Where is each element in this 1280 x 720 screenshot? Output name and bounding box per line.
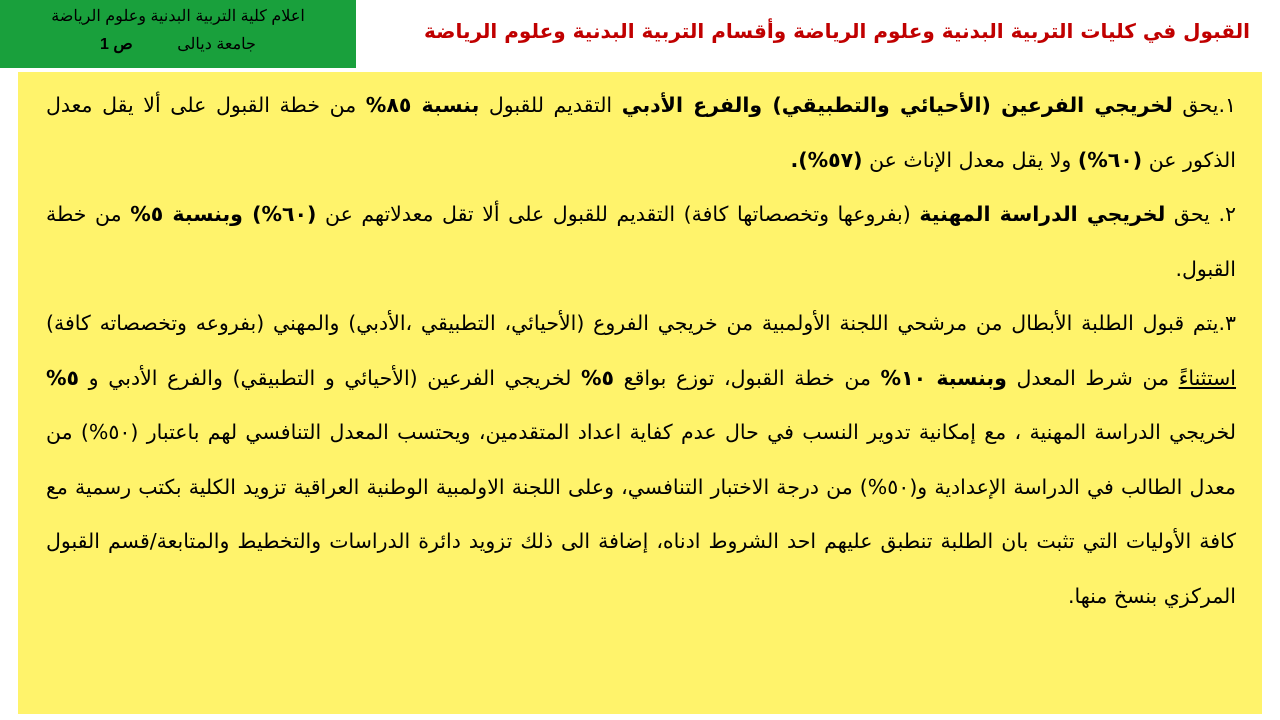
rule-1-text-run: لخريجي الفرعين (الأحيائي والتطبيقي) والفرع الأدبي [621, 93, 1173, 117]
rule-3-text-run: من خطة القبول، توزع بواقع [614, 365, 881, 390]
rule-paragraph-3 [46, 296, 1236, 623]
content-panel [18, 72, 1262, 714]
rule-3-text-run: لخريجي الفرعين (الأحيائي و التطبيقي) والفرع الأدبي و [79, 365, 581, 390]
slide-header [0, 0, 1280, 70]
rule-number-2: ٢. [1218, 202, 1236, 226]
rule-3-text-run: يتم قبول الطلبة الأبطال من مرشحي اللجنة الأولمبية من خريجي الفروع (الأحيائي، التطبيقي ،الأدبي) والمهني (بفروعه وتخصصاته كافة) [46, 311, 1219, 335]
badge-page-number: ص 1 [100, 36, 133, 53]
admission-rules-text [46, 78, 1236, 623]
rule-3-text-run: ٥% [580, 365, 615, 390]
rule-1-text-run: التقديم للقبول [479, 93, 622, 117]
rule-2-text-run: (٦٠%) وبنسبة ٥% [130, 202, 317, 226]
rule-1-text-run: (٦٠%) [1077, 147, 1143, 172]
rule-1-text-run: يحق [1172, 93, 1219, 117]
rule-paragraph-1 [46, 78, 1236, 187]
rule-2-text-run: يحق [1165, 202, 1219, 226]
rule-3-text-run: ٥% [46, 365, 80, 390]
badge-university-name: جامعة ديالى [177, 36, 256, 53]
rule-3-text-run: استثناءً [1178, 365, 1237, 390]
badge-university-line [0, 34, 356, 56]
slide-title: القبول في كليات التربية البدنية وعلوم الرياضة وأقسام التربية البدنية وعلوم الرياضة [424, 19, 1250, 43]
rule-1-text-run: من خطة القبول على ألا يقل معدل الذكور عن [46, 93, 1236, 172]
rule-number-1: ١. [1218, 93, 1236, 117]
rule-2-text-run: لخريجي الدراسة المهنية [919, 202, 1166, 226]
rule-1-text-run: بنسبة ٨٥% [365, 93, 480, 117]
rule-2-text-run: (بفروعها وتخصصاتها كافة) التقديم للقبول على ألا تقل معدلاتهم عن [316, 202, 920, 226]
rule-1-text-run: (٥٧%). [790, 147, 863, 172]
rule-paragraph-2 [46, 187, 1236, 296]
rule-3-text-run: من شرط المعدل [1006, 365, 1179, 390]
rule-3-text-run: وبنسبة ١٠% [880, 365, 1007, 390]
rule-1-text-run: ولا يقل معدل الإناث عن [862, 147, 1078, 172]
college-badge [0, 0, 356, 68]
rule-3-text-run: لخريجي الدراسة المهنية ، مع إمكانية تدوير النسب في حال عدم كفاية اعداد المتقدمين، ويحتسب المعدل التنافسي لهم باعتبار (٥٠%) من معدل الطالب في الدراسة الإعدادية و(٥٠%) من درجة الاختبار التنافسي، وعلى اللجنة الاولمبية الوطنية العراقية تزويد الكلية بكتب رسمية مع كافة الأوليات التي تثبت بان الطلبة تنطبق عليهم احد الشروط ادناه، إضافة الى ذلك تزويد دائرة الدراسات والتخطيط والمتابعة/قسم القبول المركزي بنسخ منها. [46, 420, 1236, 608]
badge-college-name: اعلام كلية التربية البدنية وعلوم الرياضة [51, 8, 305, 25]
rule-2-text-run: من خطة القبول. [46, 202, 1236, 281]
rule-number-3: ٣. [1218, 311, 1236, 335]
